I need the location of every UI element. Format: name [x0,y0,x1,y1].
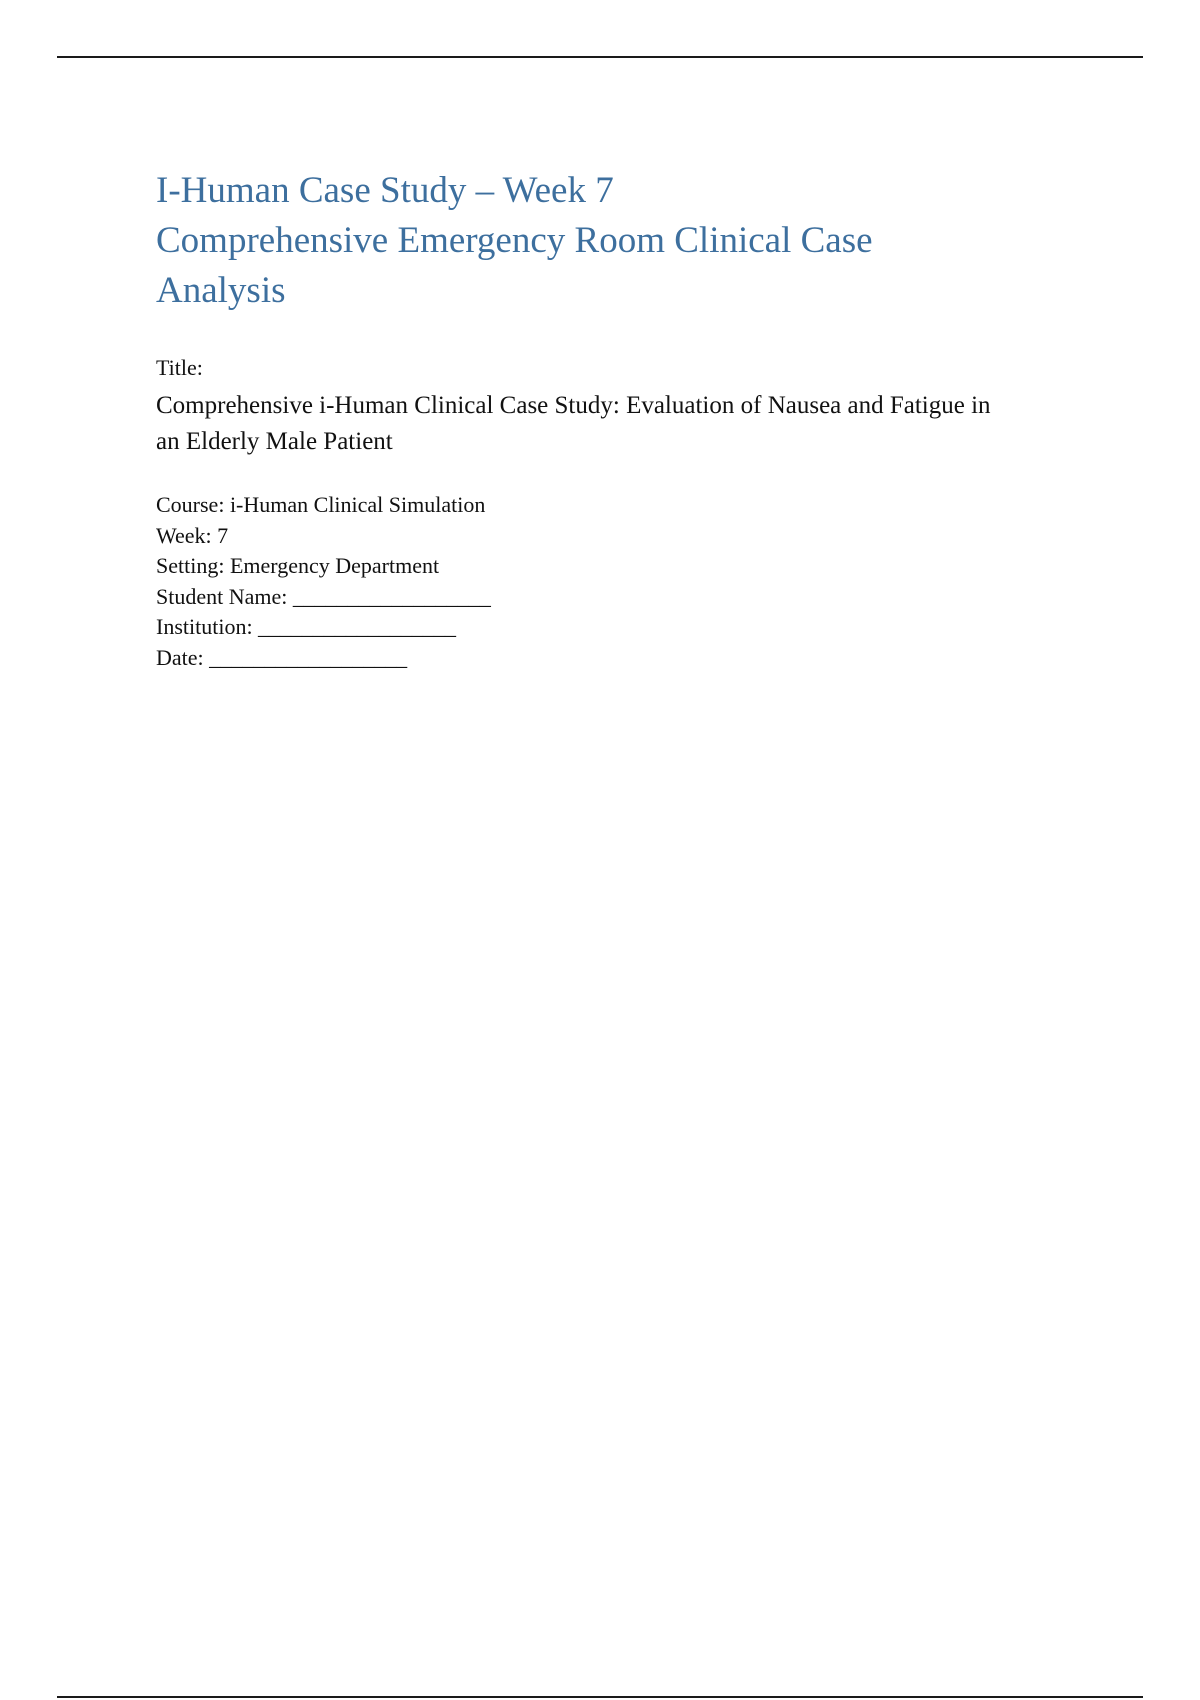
setting-line: Setting: Emergency Department [156,553,440,578]
heading-line-3: Analysis [156,270,286,311]
metadata-block [156,490,1056,673]
institution-line: Institution: __________________ [156,614,457,639]
document-heading [156,166,1056,316]
title-text: Comprehensive i-Human Clinical Case Study: Evaluation of Nausea and Fatigue in an Elderly Male Patient [156,392,991,455]
title-label: Title: [156,355,203,380]
date-line: Date: __________________ [156,644,408,670]
week-line: Week: 7 [156,522,229,548]
course-line: Course: i-Human Clinical Simulation [156,492,486,517]
bottom-rule [57,1696,1143,1698]
heading-line-2: Comprehensive Emergency Room Clinical Case [156,220,873,261]
top-rule [57,56,1143,58]
student-name-line: Student Name: __________________ [156,583,491,609]
document-body [156,166,1056,673]
heading-line-1: I-Human Case Study – Week 7 [156,170,614,211]
